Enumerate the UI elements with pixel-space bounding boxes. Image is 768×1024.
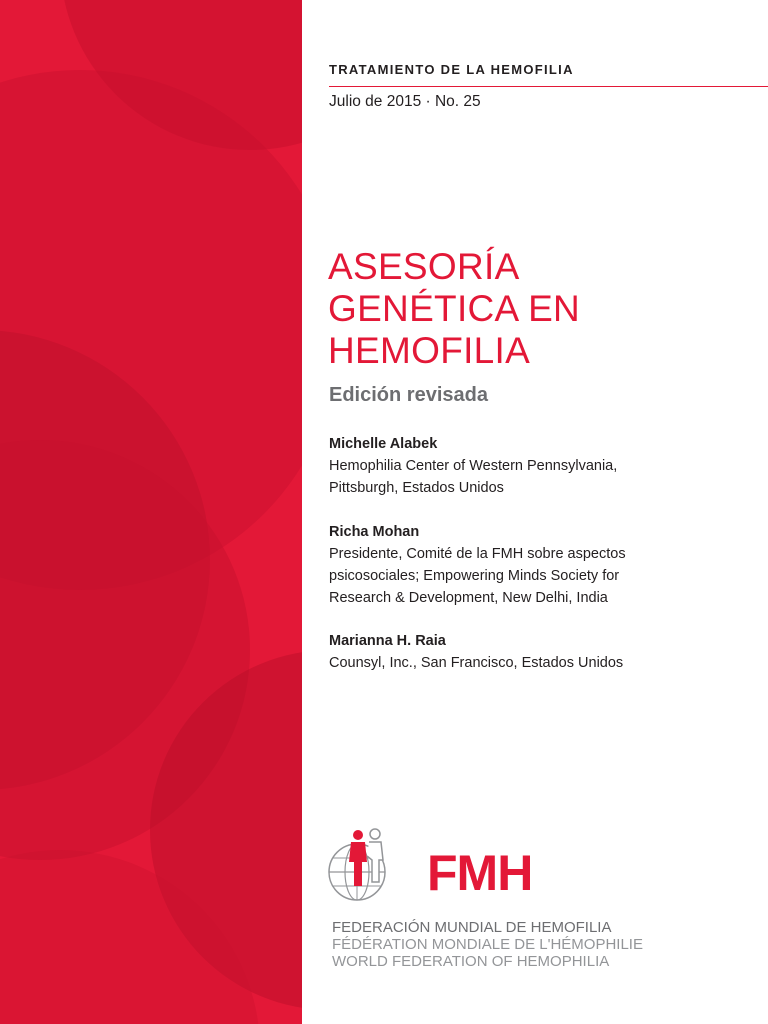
author-affiliation [329,543,626,609]
header-rule [329,86,768,87]
organization-names [332,919,643,970]
author-block [329,630,623,674]
author-block [329,433,617,499]
series-title: TRATAMIENTO DE LA HEMOFILIA [329,62,574,77]
decorative-red-panel [0,0,302,1024]
decorative-circles [0,0,302,1024]
org-name-es: FEDERACIÓN MUNDIAL DE HEMOFILIA [332,919,612,936]
cover-content [302,0,768,1024]
fmh-acronym: FMH [427,845,533,901]
globe-figures-icon [327,826,397,906]
affiliation-line: Pittsburgh, Estados Unidos [329,480,504,496]
affiliation-line: psicosociales; Empowering Minds Society for [329,568,620,584]
document-title [328,246,580,372]
issue-date: Julio de 2015 · No. 25 [329,93,481,110]
author-name: Marianna H. Raia [329,633,446,649]
org-name-en: WORLD FEDERATION OF HEMOPHILIA [332,953,610,970]
affiliation-line: Hemophilia Center of Western Pennsylvania, [329,458,618,474]
author-name: Richa Mohan [329,524,420,540]
title-line: ASESORÍA [328,246,520,287]
author-affiliation [329,652,623,674]
title-line: HEMOFILIA [328,330,531,371]
author-name: Michelle Alabek [329,436,438,452]
affiliation-line: Counsyl, Inc., San Francisco, Estados Unidos [329,655,624,671]
title-line: GENÉTICA EN [328,288,581,329]
author-block [329,521,626,609]
edition-subtitle: Edición revisada [329,384,488,406]
fmh-logo [327,826,767,976]
affiliation-line: Research & Development, New Delhi, India [329,590,608,606]
org-name-fr: FÉDÉRATION MONDIALE DE L'HÉMOPHILIE [332,936,643,953]
affiliation-line: Presidente, Comité de la FMH sobre aspectos [329,546,626,562]
author-affiliation [329,455,617,499]
